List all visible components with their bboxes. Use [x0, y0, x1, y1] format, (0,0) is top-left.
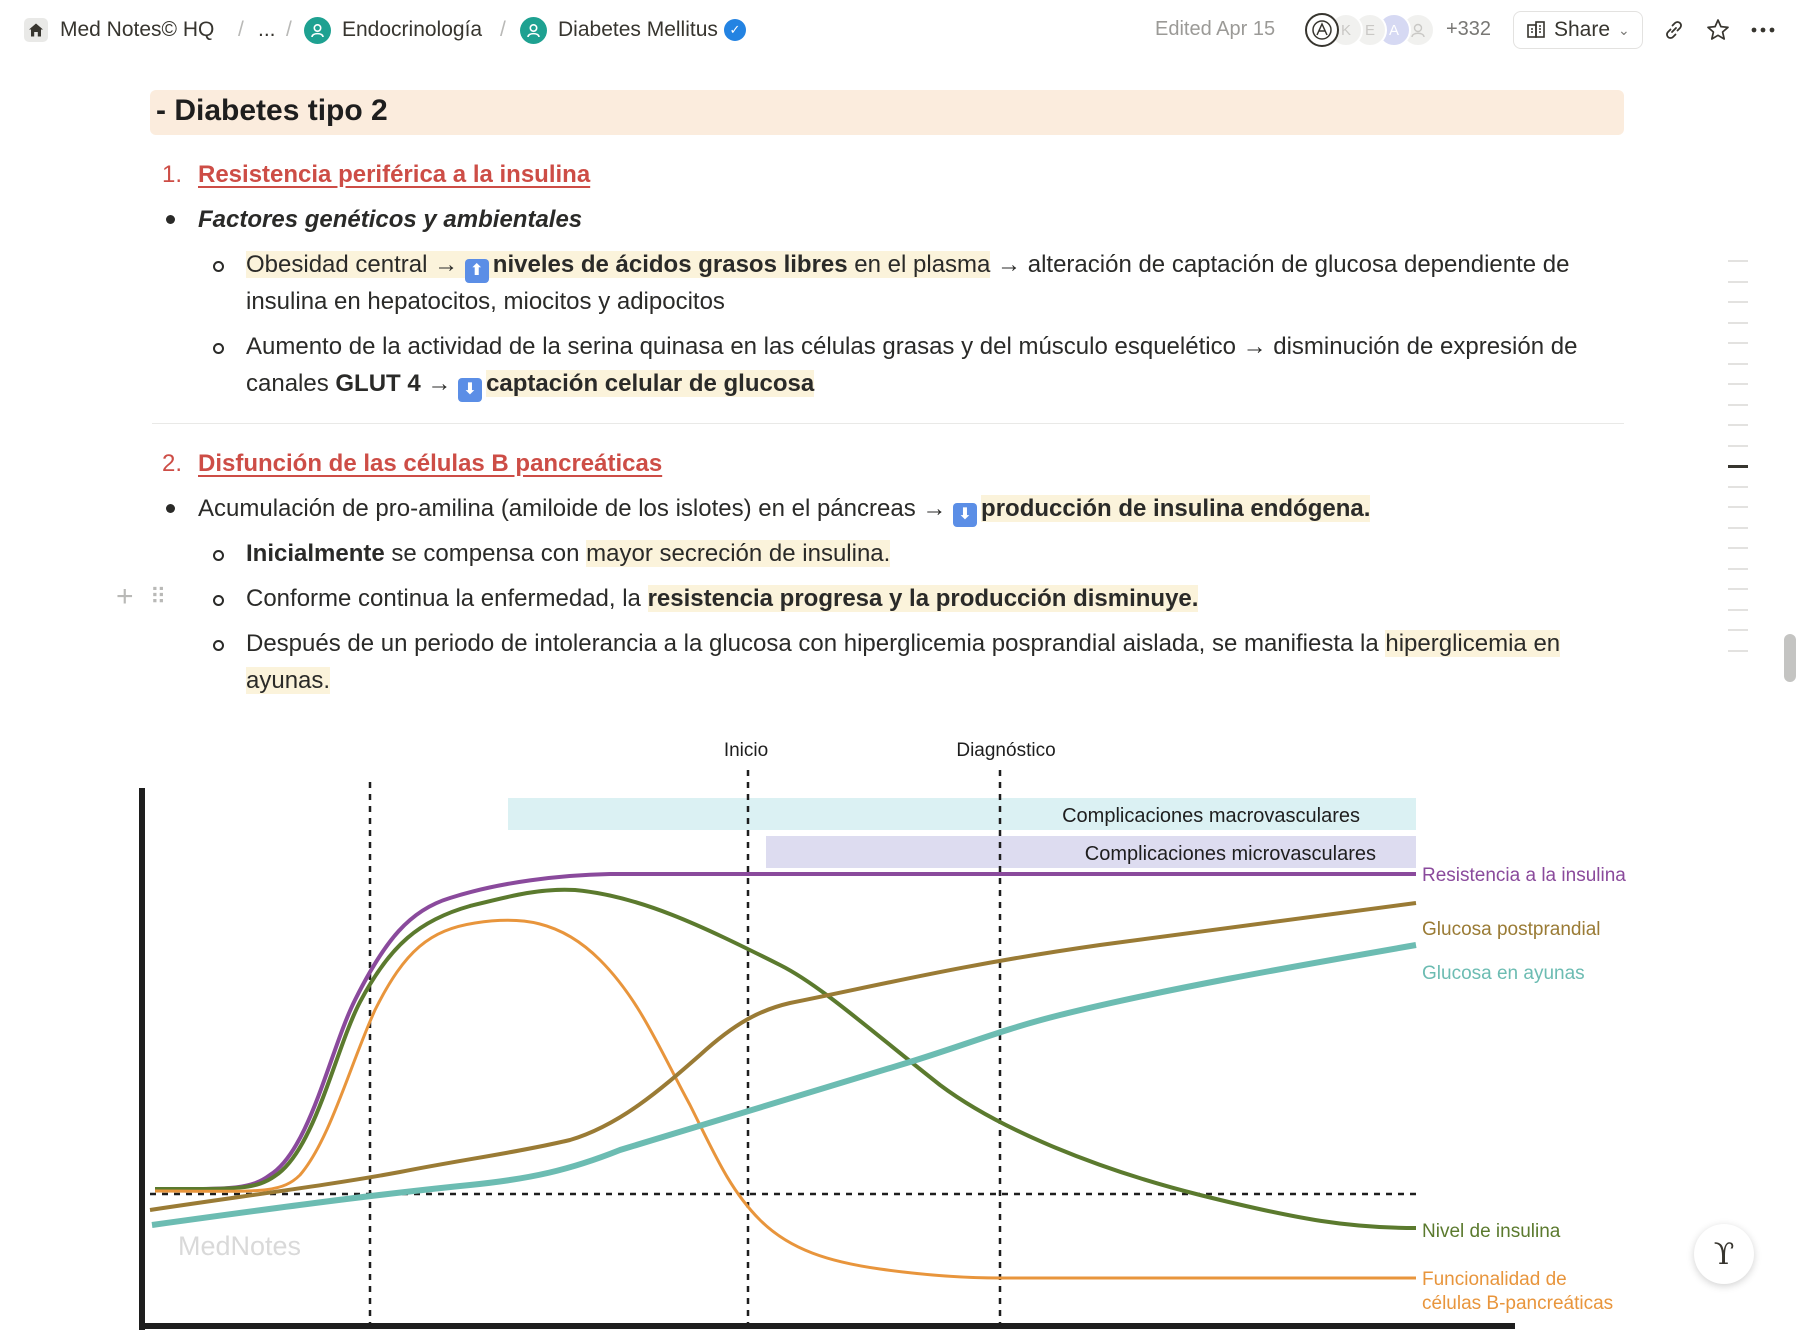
- bullet-icon: [166, 215, 175, 224]
- block-handle[interactable]: [116, 580, 176, 614]
- text-run: Después de un periodo de intolerancia a la glucosa con hiperglicemia posprandial aislada, se manifiesta la: [246, 630, 1386, 657]
- list-item[interactable]: [246, 329, 1577, 365]
- series-label-resistencia: Resistencia a la insulina: [1422, 865, 1626, 886]
- text-run: se compensa con: [384, 540, 587, 567]
- section-heading: - Diabetes tipo 2: [156, 94, 388, 127]
- scrollbar-thumb[interactable]: [1784, 634, 1796, 682]
- series-label-funcionalidad-line1: Funcionalidad de: [1422, 1269, 1567, 1290]
- diabetes-progression-chart[interactable]: [0, 720, 1800, 1330]
- toc-entry[interactable]: [1728, 404, 1748, 406]
- toc-entry[interactable]: [1728, 609, 1748, 611]
- section-title-link[interactable]: Resistencia periférica a la insulina: [198, 161, 591, 188]
- list-number: 2.: [162, 450, 183, 477]
- series-label-funcionalidad-line2: células B-pancreáticas: [1422, 1293, 1614, 1314]
- bullet-text: Factores genéticos y ambientales: [198, 206, 583, 233]
- toc-entry[interactable]: [1728, 506, 1748, 508]
- microvascular-label: Complicaciones microvasculares: [1084, 843, 1376, 865]
- list-item[interactable]: [198, 491, 1370, 527]
- arrow-down-icon: ⬇: [458, 378, 482, 402]
- collaborator-avatars[interactable]: [1305, 13, 1435, 47]
- toc-entry[interactable]: [1728, 568, 1748, 570]
- breadcrumb-separator: /: [286, 18, 292, 41]
- numbered-item-2[interactable]: [162, 446, 182, 482]
- toc-entry[interactable]: [1728, 322, 1748, 324]
- list-item[interactable]: [246, 626, 1560, 662]
- series-label-postprandial: Glucosa postprandial: [1422, 919, 1601, 940]
- text-run: Conforme continua la enfermedad, la: [246, 585, 648, 612]
- series-label-ayunas: Glucosa en ayunas: [1422, 963, 1585, 984]
- toc-entry[interactable]: [1728, 486, 1748, 488]
- sub-bullet-icon: [213, 343, 224, 354]
- macrovascular-label: Complicaciones macrovasculares: [1062, 805, 1360, 827]
- heading-callout[interactable]: [150, 90, 1624, 135]
- section-title-1[interactable]: [198, 157, 590, 193]
- edited-timestamp: Edited Apr 15: [1155, 18, 1276, 40]
- verified-icon: ✓: [724, 19, 746, 41]
- avatar[interactable]: E: [1353, 13, 1387, 47]
- text-run: → alteración de captación de glucosa dependiente de: [990, 251, 1570, 278]
- highlighted-text: producción de insulina endógena.: [981, 495, 1371, 522]
- list-item-continuation: [246, 366, 814, 402]
- share-page-icon: [1526, 20, 1546, 40]
- page-emoji-icon: [520, 17, 547, 44]
- text-run: niveles de ácidos grasos libres: [492, 251, 848, 278]
- toc-entry[interactable]: [1728, 547, 1748, 549]
- sub-bullet-icon: [213, 550, 224, 561]
- toc-entry[interactable]: [1728, 650, 1748, 652]
- marker-label-diagnostico: Diagnóstico: [956, 740, 1056, 761]
- list-item[interactable]: [246, 581, 1198, 617]
- text-run: GLUT 4 →: [335, 370, 452, 397]
- toc-entry[interactable]: [1728, 281, 1748, 283]
- text-run: canales: [246, 370, 336, 397]
- add-block-icon[interactable]: +: [116, 580, 134, 613]
- collaborator-count[interactable]: +332: [1446, 18, 1492, 40]
- highlighted-text: ayunas.: [246, 667, 331, 694]
- toc-entry[interactable]: [1728, 260, 1748, 262]
- toc-entry[interactable]: [1728, 342, 1748, 344]
- list-item[interactable]: [246, 536, 890, 572]
- link-icon[interactable]: [1658, 14, 1690, 46]
- bullet-icon: [166, 504, 175, 513]
- star-icon[interactable]: [1702, 14, 1734, 46]
- toc-entry[interactable]: [1728, 445, 1748, 447]
- avatar[interactable]: A: [1377, 13, 1411, 47]
- top-bar: [0, 0, 1800, 60]
- highlighted-text: hiperglicemia en: [1385, 630, 1561, 657]
- list-item-continuation: [246, 284, 725, 320]
- toc-entry[interactable]: [1728, 424, 1748, 426]
- toc-entry[interactable]: [1728, 383, 1748, 385]
- breadcrumb-workspace[interactable]: [24, 16, 214, 44]
- list-number: 1.: [162, 161, 183, 188]
- text-run: en el plasma: [847, 251, 991, 278]
- divider: [152, 423, 1624, 424]
- series-label-insulina: Nivel de insulina: [1422, 1221, 1561, 1242]
- more-icon[interactable]: [1747, 14, 1779, 46]
- watermark-text: MedNotes: [178, 1231, 302, 1261]
- list-item-continuation: [246, 663, 330, 699]
- series-line-resistencia: [155, 874, 1416, 1189]
- highlighted-text: mayor secreción de insulina.: [586, 540, 891, 567]
- breadcrumb-page[interactable]: [520, 16, 746, 44]
- text-run: Inicialmente: [246, 540, 385, 567]
- toc-entry[interactable]: [1728, 301, 1748, 303]
- toc-entry[interactable]: [1728, 588, 1748, 590]
- page-emoji-icon: [304, 17, 331, 44]
- highlighted-text: resistencia progresa y la producción disminuye.: [647, 585, 1199, 612]
- breadcrumb-separator: /: [500, 18, 506, 41]
- chevron-down-icon: ⌄: [1618, 21, 1630, 38]
- sub-bullet-icon: [213, 261, 224, 272]
- text-run: insulina en hepatocitos, miocitos y adipocitos: [246, 288, 725, 315]
- highlighted-text: [246, 251, 990, 278]
- help-button[interactable]: ϒ: [1694, 1224, 1754, 1284]
- breadcrumb-ellipsis[interactable]: ...: [258, 18, 276, 41]
- highlighted-text: captación celular de glucosa: [486, 370, 815, 397]
- share-label: Share: [1554, 18, 1611, 41]
- breadcrumb-parent[interactable]: [304, 16, 482, 44]
- toc-entry[interactable]: [1728, 363, 1748, 365]
- numbered-item-1[interactable]: [162, 157, 182, 193]
- list-item[interactable]: [246, 247, 1569, 283]
- text-run: Acumulación de pro-amilina (amiloide de los islotes) en el páncreas →: [198, 495, 947, 522]
- marker-label-inicio: Inicio: [723, 740, 769, 761]
- avatar[interactable]: K: [1329, 13, 1363, 47]
- sub-bullet-icon: [213, 640, 224, 651]
- arrow-down-icon: ⬇: [953, 503, 977, 527]
- text-run: →: [427, 251, 465, 278]
- text-run: Aumento de la actividad de la serina quinasa en las células grasas y del músculo esquelético → disminución de expresión de: [246, 333, 1578, 360]
- toc-entry[interactable]: [1728, 465, 1748, 468]
- breadcrumb-parent-label: Endocrinología: [342, 18, 483, 41]
- breadcrumb-workspace-label: Med Notes© HQ: [60, 18, 215, 41]
- toc-entry[interactable]: [1728, 527, 1748, 529]
- section-title-2[interactable]: [198, 446, 662, 482]
- series-line-insulina: [155, 890, 1416, 1228]
- list-item[interactable]: [198, 202, 582, 238]
- avatar[interactable]: [1305, 13, 1339, 47]
- toc-entry[interactable]: [1728, 629, 1748, 631]
- arrow-up-icon: ⬆: [465, 259, 489, 283]
- sub-bullet-icon: [213, 595, 224, 606]
- text-run: Obesidad central: [246, 251, 428, 278]
- share-button[interactable]: [1513, 11, 1643, 49]
- section-title-link[interactable]: Disfunción de las células B pancreáticas: [198, 450, 663, 477]
- home-icon: [24, 18, 48, 42]
- breadcrumb-separator: /: [238, 18, 244, 41]
- drag-handle-icon[interactable]: ⠿: [150, 584, 167, 609]
- breadcrumb-page-label: Diabetes Mellitus: [558, 18, 718, 41]
